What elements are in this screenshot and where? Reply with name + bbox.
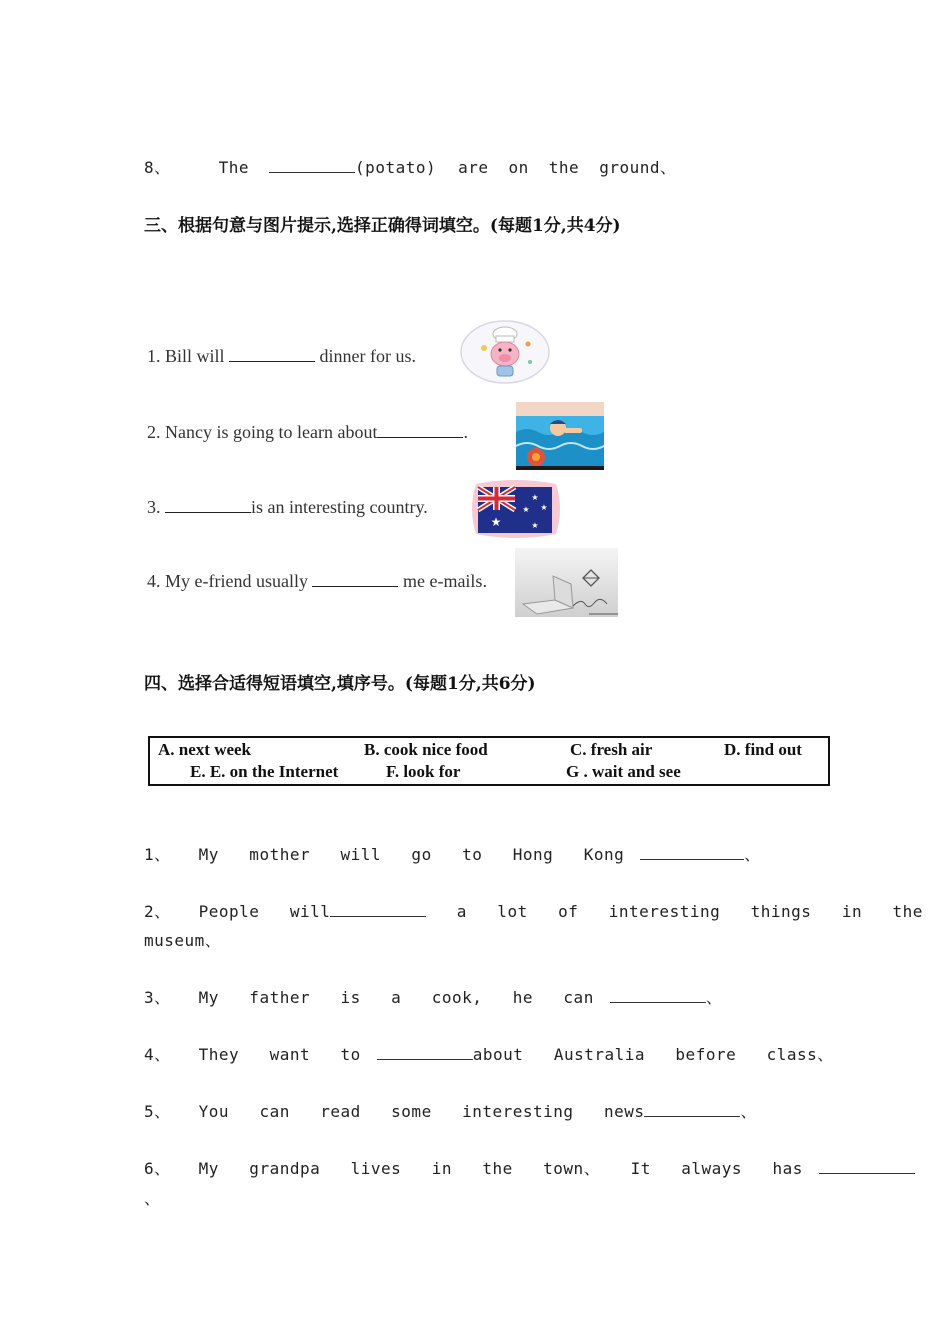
question-text: me e-mails.: [398, 571, 487, 591]
picture-question-3: [147, 497, 428, 518]
question-number: 5、: [144, 1102, 171, 1121]
answer-blank[interactable]: [269, 156, 355, 173]
section-4-heading: 四、选择合适得短语填空,填序号。(每题1分,共6分): [144, 674, 536, 694]
phrase-question-1: [144, 842, 761, 865]
answer-blank[interactable]: [377, 423, 463, 438]
picture-question-2: [147, 422, 468, 443]
option-e: E. E. on the Internet: [190, 762, 339, 781]
chef-pig-icon: [458, 318, 553, 386]
question-text: 4. My e-friend usually: [147, 571, 313, 591]
picture-question-4: [147, 571, 487, 592]
question-text: is an interesting country.: [251, 497, 428, 517]
question-text: My mother will go to Hong Kong: [198, 845, 625, 864]
question-number: 8、: [144, 158, 171, 177]
svg-text:★: ★: [531, 521, 539, 530]
email-laptop-icon: [515, 548, 618, 617]
svg-text:★: ★: [522, 505, 530, 514]
question-number: 2、: [144, 902, 171, 921]
question-text: My grandpa lives in the town、 It always has: [198, 1159, 803, 1178]
options-box: [148, 736, 830, 786]
word: are: [458, 158, 489, 177]
phrase-question-2-continued: museum、: [144, 931, 222, 950]
svg-text:★: ★: [540, 503, 548, 512]
phrase-question-6: [144, 1156, 915, 1179]
phrase-question-2: [144, 899, 923, 922]
hint-word: (potato): [355, 158, 437, 177]
option-g: G . wait and see: [566, 762, 681, 781]
question-text: 2. Nancy is going to learn about: [147, 422, 378, 442]
picture-question-1: [147, 346, 416, 367]
answer-blank[interactable]: [330, 900, 426, 917]
question-text: 3.: [147, 497, 165, 517]
answer-blank[interactable]: [640, 843, 744, 860]
answer-blank[interactable]: [312, 572, 398, 587]
punctuation: 、: [740, 1102, 757, 1121]
question-text: a lot of interesting things in the: [426, 902, 923, 921]
question-text: dinner for us.: [315, 346, 416, 366]
answer-blank[interactable]: [644, 1100, 740, 1117]
punctuation: 、: [705, 988, 723, 1007]
answer-blank[interactable]: [610, 986, 706, 1003]
question-text: My father is a cook, he can: [198, 988, 594, 1007]
question-text: They want to: [198, 1045, 361, 1064]
australia-flag-icon: [470, 478, 562, 540]
answer-blank[interactable]: [377, 1043, 473, 1060]
question-8: [144, 155, 677, 178]
option-b: B. cook nice food: [364, 740, 488, 759]
question-number: 1、: [144, 845, 171, 864]
phrase-question-6-continued: 、: [144, 1189, 161, 1208]
question-text: about Australia before class、: [472, 1045, 834, 1064]
option-c: C. fresh air: [570, 740, 653, 759]
phrase-question-4: [144, 1042, 834, 1065]
question-number: 3、: [144, 988, 171, 1007]
answer-blank[interactable]: [819, 1157, 915, 1174]
option-a: A. next week: [158, 740, 252, 759]
phrase-question-3: [144, 985, 722, 1008]
question-number: 4、: [144, 1045, 171, 1064]
answer-blank[interactable]: [229, 347, 315, 362]
question-text: .: [463, 422, 468, 442]
svg-text:★: ★: [490, 515, 502, 529]
question-text: People will: [198, 902, 331, 921]
word: the: [548, 158, 580, 177]
punctuation: 、: [744, 845, 761, 864]
word: on: [508, 158, 529, 177]
svg-text:★: ★: [531, 493, 539, 502]
answer-blank[interactable]: [165, 498, 251, 513]
phrase-question-5: [144, 1099, 757, 1122]
swimming-icon: [516, 402, 604, 470]
option-f: F. look for: [386, 762, 461, 781]
question-text: You can read some interesting news: [198, 1102, 645, 1121]
option-d: D. find out: [724, 740, 802, 759]
question-text: 1. Bill will: [147, 346, 230, 366]
word: ground、: [599, 158, 677, 177]
word: The: [218, 158, 250, 177]
question-number: 6、: [144, 1159, 171, 1178]
section-3-heading: 三、根据句意与图片提示,选择正确得词填空。(每题1分,共4分): [144, 216, 621, 236]
